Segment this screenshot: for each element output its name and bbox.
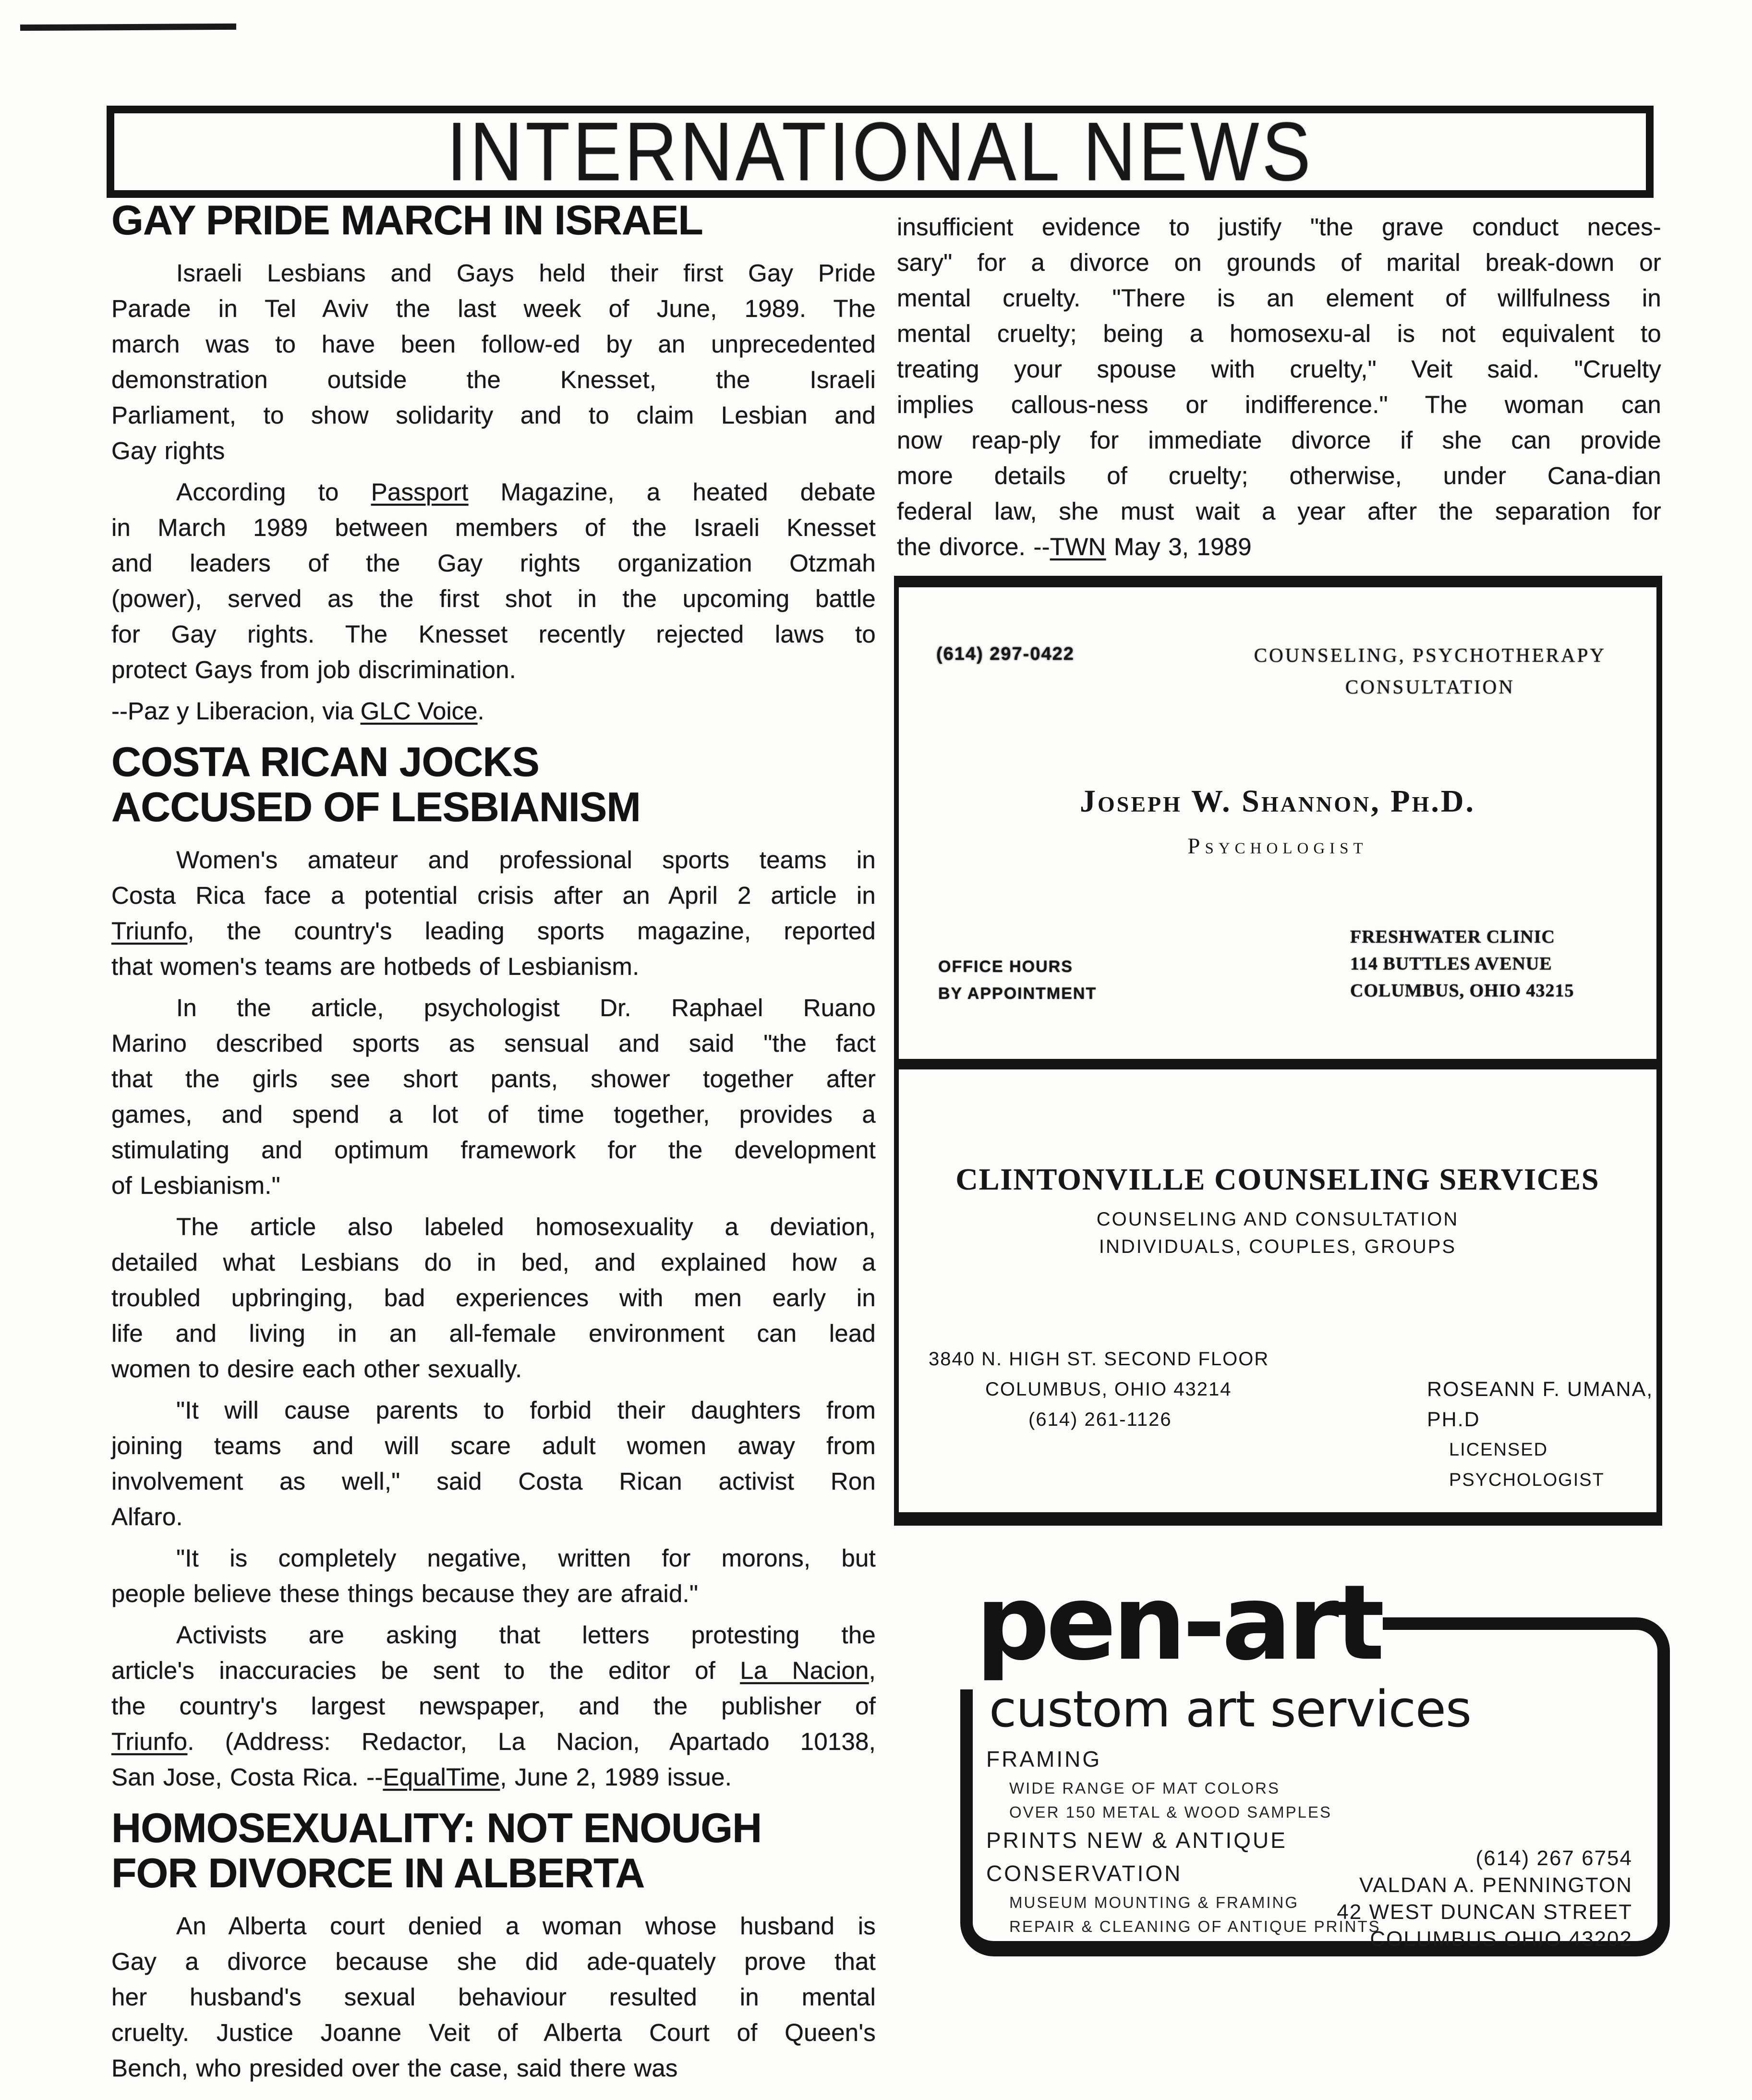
ad-clinic-address: FRESHWATER CLINIC 114 BUTTLES AVENUE COLUMBUS, OHIO 43215 (1350, 927, 1574, 1001)
penart-service-item: PRINTS NEW & ANTIQUE (986, 1828, 1287, 1853)
ad-subtitle: COUNSELING AND CONSULTATION (1096, 1209, 1459, 1230)
advertisement-stack (894, 576, 1662, 1526)
ad-office-hours: OFFICE HOURS BY APPOINTMENT (938, 958, 1097, 1003)
ad-phone-number: (614) 297-0422 (936, 644, 1075, 664)
penart-address: COLUMBUS OHIO 43202 (1370, 1927, 1632, 1951)
penart-logo: pen-art (976, 1563, 1381, 1683)
ad-psychologist-name: Joseph W. Shannon, Ph.D. (1079, 784, 1476, 819)
article-paragraph: According to Passport Magazine, a heated debate in March 1989 between members of the Israeli Knesset and leaders of the Gay rights organization Otzmah (power), served as the first shot in the upcoming battle for Gay rights. The Knesset recently rejected laws to protect Gays from job discrimination. (111, 478, 876, 683)
ad-clintonville-counseling (894, 1059, 1662, 1526)
article-title-costa-line1: COSTA RICAN JOCKS (111, 739, 539, 785)
article-paragraph: In the article, psychologist Dr. Raphael Ruano Marino described sports as sensual and said "the fact that the girls see short pants, shower together after games, and spend a lot of time together, provides a stimulating and optimum framework for the development of Lesbianism." (111, 994, 876, 1199)
masthead-box (107, 106, 1654, 198)
article-title-costa-line2: ACCUSED OF LESBIANISM (111, 784, 640, 830)
article-paragraph: "It will cause parents to forbid their daughters from joining teams and will scare adult women away from involvement as well," said Costa Rican activist Ron Alfaro. (111, 1396, 876, 1530)
penart-address: 42 WEST DUNCAN STREET (1337, 1900, 1632, 1924)
article-paragraph: "It is completely negative, written for morons, but people believe these things because they are afraid." (111, 1544, 876, 1607)
ad-penart-custom-art (960, 1563, 1670, 1956)
penart-service-item: FRAMING (986, 1747, 1102, 1772)
article-title-israel: GAY PRIDE MARCH IN ISRAEL (111, 197, 703, 243)
penart-services-list (986, 1746, 1381, 1942)
article-continuation-paragraph: insufficient evidence to justify "the grave conduct neces- sary" for a divorce on grounds of marital break-down or mental cruelty. "There is an element of willfulness in mental cruelty; being a homosexu-al is not equivalent to treating your spouse with cruelty," Veit said. "Cruelty implies callous-ness or indifference." The woman can now reap-ply for immediate divorce if she can provide more details of cruelty; otherwise, under Cana-dian federal law, she must wait a year after the separation for the divorce. --TWN May 3, 1989 (897, 213, 1661, 560)
ad-business-name: CLINTONVILLE COUNSELING SERVICES (955, 1162, 1600, 1196)
scan-artifact-streak (20, 24, 236, 31)
penart-contact-name: VALDAN A. PENNINGTON (1359, 1873, 1632, 1897)
ad-psychologist-title: Psychologist (1187, 834, 1368, 859)
right-column (897, 209, 1661, 571)
penart-phone: (614) 267 6754 (1475, 1846, 1632, 1870)
penart-service-item: CONSERVATION (986, 1861, 1183, 1886)
article-paragraph: Women's amateur and professional sports teams in Costa Rica face a potential crisis after an April 2 article in Triunfo, the country's leading sports magazine, reported that women's teams are hotbeds of Lesbianism. (111, 846, 876, 980)
ad-subtitle: INDIVIDUALS, COUPLES, GROUPS (1099, 1236, 1457, 1257)
article-paragraph: An Alberta court denied a woman whose husband is Gay a divorce because she did ade-quately prove that her husband's sexual behaviour resulted in mental cruelty. Justice Joanne Veit of Alberta Court of Queen's Bench, who presided over the case, said there was (111, 1912, 876, 2082)
article-byline: --Paz y Liberacion, via GLC Voice. (111, 697, 484, 725)
ad-shannon-psychologist (894, 576, 1662, 1059)
ad-address-block: 3840 N. HIGH ST. SECOND FLOOR COLUMBUS, OHIO 43214 (614) 261-1126 (929, 1348, 1269, 1430)
penart-service-item: WIDE RANGE OF MAT COLORS (1009, 1779, 1280, 1797)
penart-tagline: custom art services (989, 1680, 1472, 1738)
article-title-alberta-line1: HOMOSEXUALITY: NOT ENOUGH (111, 1805, 762, 1851)
penart-service-item: OVER 150 METAL & WOOD SAMPLES (1009, 1803, 1332, 1821)
article-title-alberta-line2: FOR DIVORCE IN ALBERTA (111, 1850, 645, 1896)
penart-service-item: MUSEUM MOUNTING & FRAMING (1009, 1894, 1299, 1911)
article-paragraph: Activists are asking that letters protesting the article's inaccuracies be sent to the editor of La Nacion, the country's largest newspaper, and the publisher of Triunfo. (Address: Redactor, La Nacion, Apartado 10138, San Jose, Costa Rica. --EqualTime, June 2, 1989 issue. (111, 1621, 876, 1791)
penart-service-item: REPAIR & CLEANING OF ANTIQUE PRINTS (1009, 1918, 1381, 1935)
left-column (111, 198, 876, 2092)
article-paragraph: Israeli Lesbians and Gays held their first Gay Pride Parade in Tel Aviv the last week of June, 1989. The march was to have been follow-ed by an unprecedented demonstration outside the Knesset, the Israeli Parliament, to show solidarity and to claim Lesbian and Gay rights (111, 259, 876, 464)
article-paragraph: The article also labeled homosexuality a deviation, detailed what Lesbians do in bed, and explained how a troubled upbringing, bad experiences with men early in life and living in an all-female environment can lead women to desire each other sexually. (111, 1213, 876, 1383)
ad-services-text: COUNSELING, PSYCHOTHERAPY CONSULTATION (1254, 644, 1606, 698)
penart-contact-block (1337, 1845, 1632, 1953)
ad-person-block: ROSEANN F. UMANA, PH.D LICENSED PSYCHOLOGIST (1427, 1378, 1654, 1490)
page-title: INTERNATIONAL NEWS (447, 105, 1314, 198)
